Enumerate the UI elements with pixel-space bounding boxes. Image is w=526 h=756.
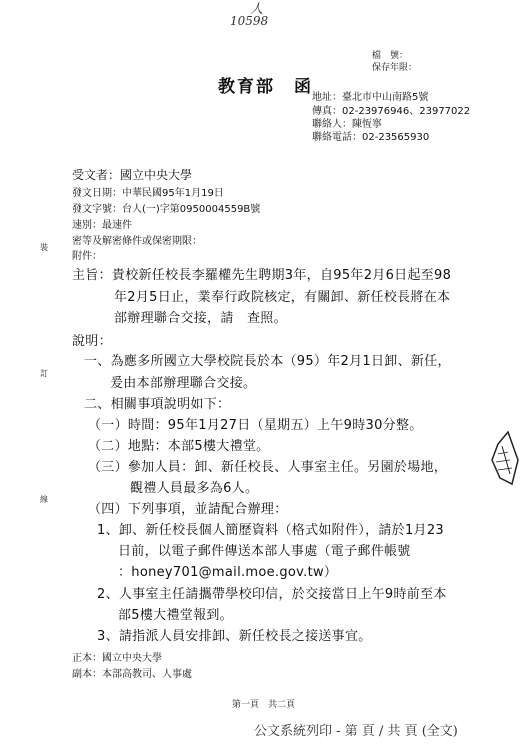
task-1-cont: 日前，以電子郵件傳送本部人事處（電子郵件帳號: [118, 544, 411, 559]
main-recipient: 正本：國立中央大學: [72, 653, 162, 664]
margin-label-line: 線: [40, 495, 48, 504]
sender-fax: 傳真：02-23976946、23977022: [312, 106, 471, 117]
attachment: 附件：: [72, 251, 102, 262]
file-number-label: 檔 號：: [372, 51, 409, 61]
detail-time: （一）時間：95年1月27日（星期五）上午9時30分整。: [88, 418, 423, 433]
explanation-item-1: 一、為應多所國立大學校院長於本（95）年2月1日卸、新任，: [84, 354, 451, 369]
task-1: 1、卸、新任校長個人簡歷資料（格式如附件），請於1月23: [97, 523, 444, 538]
task-2-cont: 部5樓大禮堂報到。: [118, 608, 233, 623]
retention-label: 保存年限：: [372, 63, 418, 73]
explanation-item-2: 二、相關事項說明如下：: [84, 397, 231, 412]
subject-line-1: 主旨：貴校新任校長李羅權先生聘期3年，自95年2月6日起至98: [72, 268, 452, 283]
margin-label-bind: 裝: [40, 243, 48, 252]
feather-stamp-icon: [478, 430, 520, 486]
issue-date: 發文日期：中華民國95年1月19日: [72, 188, 224, 199]
detail-location: （二）地點：本部5樓大禮堂。: [88, 439, 270, 454]
handwritten-number: 10598: [230, 14, 269, 28]
sender-address: 地址：臺北市中山南路5號: [312, 92, 429, 103]
margin-label-staple: 訂: [40, 369, 48, 378]
sender-phone: 聯絡電話：02-23565930: [312, 132, 430, 143]
task-3: 3、請指派人員安排卸、新任校長之接送事宜。: [97, 629, 372, 644]
system-print-stamp: 公文系統列印 - 第 頁 / 共 頁 (全文): [254, 724, 458, 739]
subject-line-2: 年2月5日止，業奉行政院核定，有關卸、新任校長將在本: [114, 290, 451, 305]
page-number: 第一頁 共二頁: [232, 700, 296, 710]
recipient: 受文者：國立中央大學: [72, 168, 193, 182]
detail-tasks: （四）下列事項，並請配合辦理：: [88, 502, 288, 517]
sender-contact: 聯絡人：陳恆寧: [312, 119, 382, 130]
detail-participants: （三）參加人員：卸、新任校長、人事室主任。另園於場地，: [88, 460, 448, 475]
explanation-label: 說明：: [72, 334, 112, 349]
subject-line-3: 部辦理聯合交接，請 查照。: [114, 311, 287, 326]
explanation-item-1-cont: 爰由本部辦理聯合交接。: [110, 376, 257, 391]
task-1-email: ：honey701@mail.moe.gov.tw）: [118, 565, 338, 580]
handwritten-mark: 人: [250, 2, 264, 17]
copy-recipients: 副本：本部高教司、人事處: [72, 669, 192, 680]
document-title: 教育部 函: [218, 77, 313, 97]
detail-participants-cont: 觀禮人員最多為6人。: [130, 481, 259, 496]
speed: 速別：最速件: [72, 220, 132, 231]
task-2: 2、人事室主任請攜帶學校印信，於交接當日上午9時前至本: [97, 587, 447, 602]
security-level: 密等及解密條件或保密期限：: [72, 236, 202, 247]
document-number: 發文字號：台人(一)字第0950004559B號: [72, 204, 261, 215]
